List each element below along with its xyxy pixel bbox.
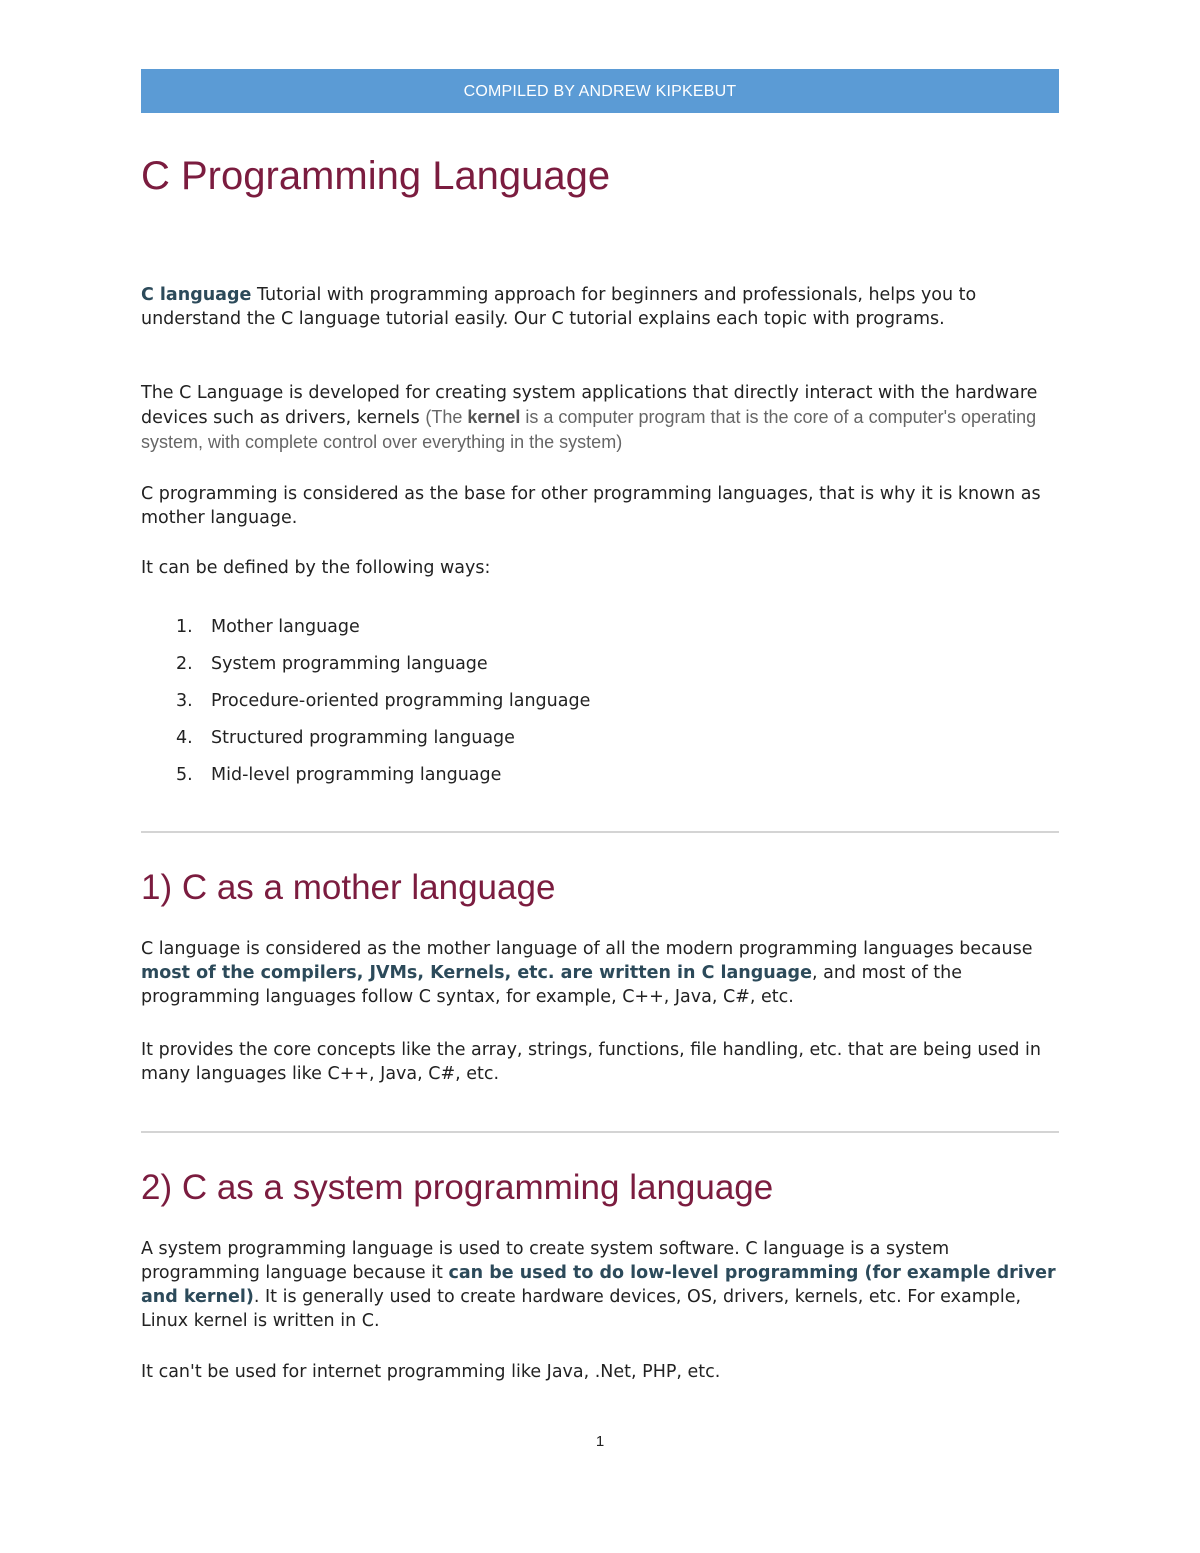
kernel-term: kernel: [467, 407, 521, 427]
section-1-paragraph-1-text: C language is considered as the mother language of all the modern programming languages because: [141, 939, 1033, 959]
intro-term-c-language: C language: [141, 285, 252, 305]
section-2-paragraph-1: [141, 1237, 1066, 1333]
section-2-heading: 2) C as a system programming language: [141, 1168, 774, 1207]
page-header-banner: COMPILED BY ANDREW KIPKEBUT: [141, 69, 1059, 113]
section-2-paragraph-1-text: A system programming language is used to create system software. C language is a system programming language because it: [141, 1239, 950, 1283]
list-item-label: Mother language: [211, 617, 360, 637]
intro-paragraph-3: C programming is considered as the base for other programming languages, that is why it is known as mother language.: [141, 484, 1041, 528]
intro-paragraph-1-text: Tutorial with programming approach for beginners and professionals, helps you to understand the C language tutorial easily. Our C tutorial explains each topic with programs.: [141, 285, 977, 329]
kernel-definition-text: is a computer program that is the core of a computer's operating system, with complete control over everything in the system): [141, 407, 1037, 452]
intro-paragraph-1: [141, 283, 1066, 331]
section-1-paragraph-1-tail: , and most of the programming languages follow C syntax, for example, C++, Java, C#, etc.: [141, 963, 963, 1007]
section-2-paragraph-1-tail: . It is generally used to create hardware devices, OS, drivers, kernels, etc. For example, Linux kernel is written in C.: [141, 1287, 1022, 1331]
section-2-highlight: can be used to do low-level programming (for example driver and kernel): [141, 1263, 1056, 1307]
intro-paragraph-4: It can be defined by the following ways:: [141, 558, 491, 578]
list-item-label: Structured programming language: [211, 728, 515, 748]
page-number: 1: [595, 1433, 605, 1450]
section-2-paragraph-2: It can't be used for internet programming like Java, .Net, PHP, etc.: [141, 1362, 721, 1382]
list-item-number: 4.: [176, 728, 193, 748]
section-divider: [141, 1131, 1059, 1133]
section-1-highlight: most of the compilers, JVMs, Kernels, etc. are written in C language: [141, 963, 812, 983]
list-item-number: 3.: [176, 691, 193, 711]
section-1-heading: 1) C as a mother language: [141, 868, 556, 907]
list-item-label: Procedure-oriented programming language: [211, 691, 591, 711]
list-item-number: 5.: [176, 765, 193, 785]
section-divider: [141, 831, 1059, 833]
intro-paragraph-2-text: The C Language is developed for creating system applications that directly interact with the hardware devices such as drivers, kernels: [141, 383, 1038, 428]
section-1-paragraph-1: [141, 937, 1066, 1009]
list-item-number: 1.: [176, 617, 193, 637]
kernel-definition-open: (The: [425, 407, 468, 427]
list-item-label: Mid-level programming language: [211, 765, 502, 785]
page-title: C Programming Language: [141, 154, 611, 198]
list-item-label: System programming language: [211, 654, 488, 674]
list-item-number: 2.: [176, 654, 193, 674]
intro-paragraph-2: [141, 381, 1066, 455]
section-1-paragraph-2: It provides the core concepts like the array, strings, functions, file handling, etc. that are being used in many languages like C++, Java, C#, etc.: [141, 1040, 1041, 1084]
